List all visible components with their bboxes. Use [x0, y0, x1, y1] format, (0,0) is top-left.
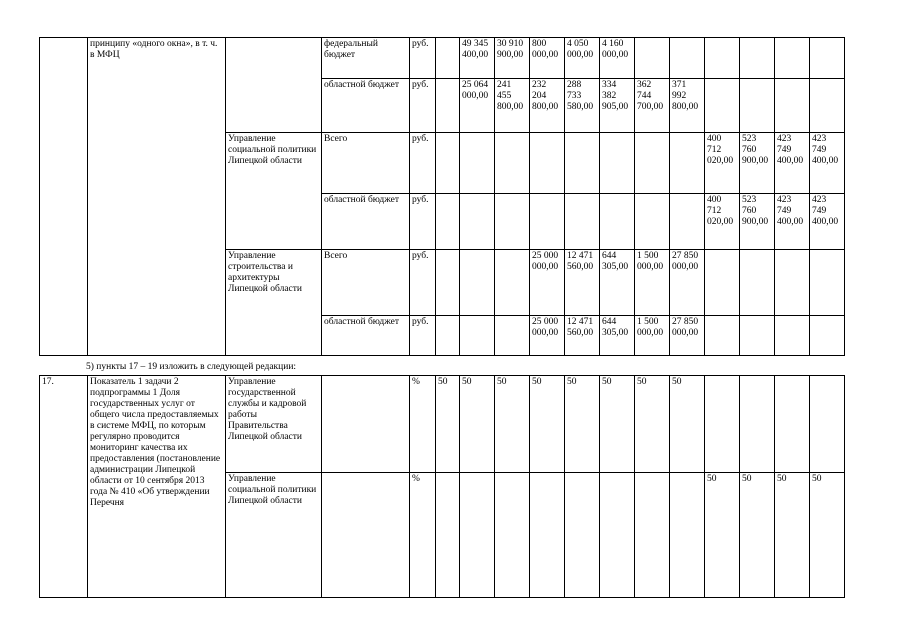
- executor-cell: Управление социальной политики Липецкой области: [226, 133, 322, 250]
- table-row: Управление социальной политики Липецкой области % 50 50 50 50: [40, 473, 845, 598]
- table-row: областной бюджет руб. 25 000 000,00 12 471 560,00 644 305,00 1 500 000,00 27 850 000,00: [40, 316, 845, 356]
- amendment-note: 5) пункты 17 – 19 изложить в следующей редакции:: [86, 362, 297, 372]
- executor-cell: Управление государственной службы и кадровой работы Правительства Липецкой области: [226, 376, 322, 473]
- indicator-table: [39, 375, 845, 598]
- executor-cell: Управление социальной политики Липецкой области: [226, 473, 322, 598]
- table-row: Управление строительства и архитектуры Липецкой области Всего руб. 25 000 000,00 12 471 560,00 644 305,00 1 500 000,00 27 850 000,00: [40, 250, 845, 316]
- indicator-description: Показатель 1 задачи 2 подпрограммы 1 Доля государственных услуг от общего числа предоставляемых в системе МФЦ, по которым регулярно проводится мониторинг качества их предоставления (постановление администрации Липецкой области от 10 сентября 2013 года № 410 «Об утверждении Перечня: [88, 376, 226, 598]
- table-row: областной бюджет руб. 25 064 000,00 241 455 800,00 232 204 800,00 288 733 580,00 334 382 905,00 362 744 700,00 371 992 800,00: [40, 79, 845, 133]
- row-number: 17.: [40, 376, 88, 598]
- table-row: 17. Показатель 1 задачи 2 подпрограммы 1 Доля государственных услуг от общего числа предоставляемых в системе МФЦ, по которым регулярно проводится мониторинг качества их предоставления (постановление администрации Липецкой области от 10 сентября 2013 года № 410 «Об утверждении Перечня Управление государственной службы и кадровой работы Правительства Липецкой области % 50 50 50 50 50 50 50 50: [40, 376, 845, 473]
- table-row: Управление социальной политики Липецкой области Всего руб. 400 712 020,00 523 760 900,00 423 749 400,00 423 749 400,00: [40, 133, 845, 194]
- executor-cell: Управление строительства и архитектуры Липецкой области: [226, 250, 322, 356]
- budget-table: [39, 37, 845, 356]
- table-row: областной бюджет руб. 400 712 020,00 523 760 900,00 423 749 400,00 423 749 400,00: [40, 194, 845, 250]
- row-label: принципу «одного окна», в т. ч. в МФЦ: [88, 38, 226, 356]
- table-row: принципу «одного окна», в т. ч. в МФЦ федеральный бюджет руб. 49 345 400,00 30 910 900,00 800 000,00 4 050 000,00 4 160 000,00: [40, 38, 845, 79]
